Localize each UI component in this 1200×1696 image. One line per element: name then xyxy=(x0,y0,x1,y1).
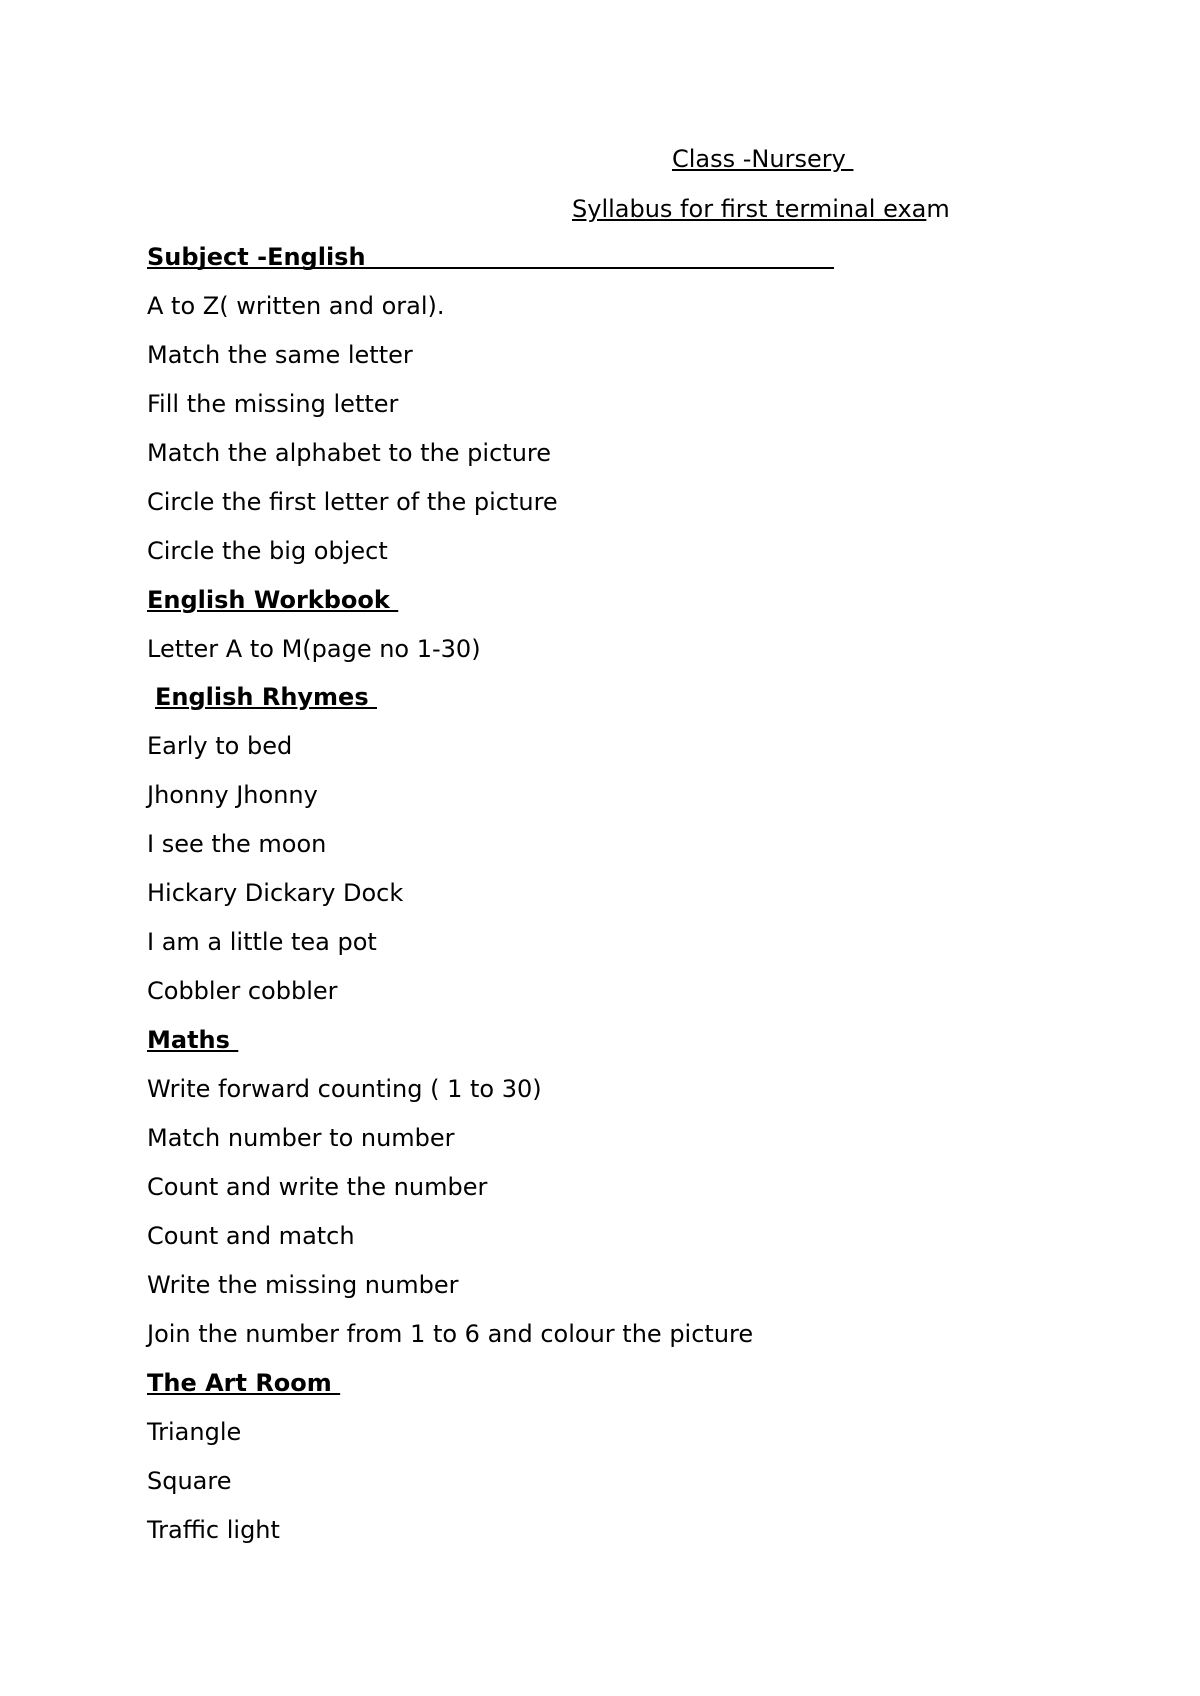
rhymes-item: Jhonny Jhonny xyxy=(147,781,318,809)
maths-item: Count and write the number xyxy=(147,1173,488,1201)
maths-item: Join the number from 1 to 6 and colour the picture xyxy=(147,1320,754,1348)
rhymes-item: I see the moon xyxy=(147,830,327,858)
rhymes-item: I am a little tea pot xyxy=(147,928,377,956)
english-item: Fill the missing letter xyxy=(147,390,399,418)
art-item: Square xyxy=(147,1467,232,1495)
english-item: Match the same letter xyxy=(147,341,413,369)
english-heading-underline xyxy=(147,267,834,269)
syllabus-title xyxy=(572,194,950,224)
english-item: Match the alphabet to the picture xyxy=(147,439,552,467)
english-item: A to Z( written and oral). xyxy=(147,292,445,320)
english-item: Circle the big object xyxy=(147,537,388,565)
maths-item: Write forward counting ( 1 to 30) xyxy=(147,1075,542,1103)
english-item: Circle the first letter of the picture xyxy=(147,488,558,516)
workbook-item: Letter A to M(page no 1-30) xyxy=(147,635,481,663)
rhymes-item: Early to bed xyxy=(147,732,293,760)
workbook-heading: English Workbook xyxy=(147,586,399,614)
rhymes-item: Cobbler cobbler xyxy=(147,977,338,1005)
maths-item: Count and match xyxy=(147,1222,355,1250)
syllabus-title-underlined: Syllabus for first terminal exa xyxy=(572,195,927,223)
syllabus-title-rest: m xyxy=(926,195,950,223)
rhymes-item: Hickary Dickary Dock xyxy=(147,879,404,907)
art-item: Triangle xyxy=(147,1418,242,1446)
english-heading: Subject -English xyxy=(147,243,366,271)
art-heading: The Art Room xyxy=(147,1369,341,1397)
maths-item: Match number to number xyxy=(147,1124,455,1152)
class-label: Class -Nursery xyxy=(672,145,854,173)
art-item: Traffic light xyxy=(147,1516,280,1544)
maths-heading: Maths xyxy=(147,1026,239,1054)
rhymes-heading: English Rhymes xyxy=(155,683,377,711)
maths-item: Write the missing number xyxy=(147,1271,459,1299)
